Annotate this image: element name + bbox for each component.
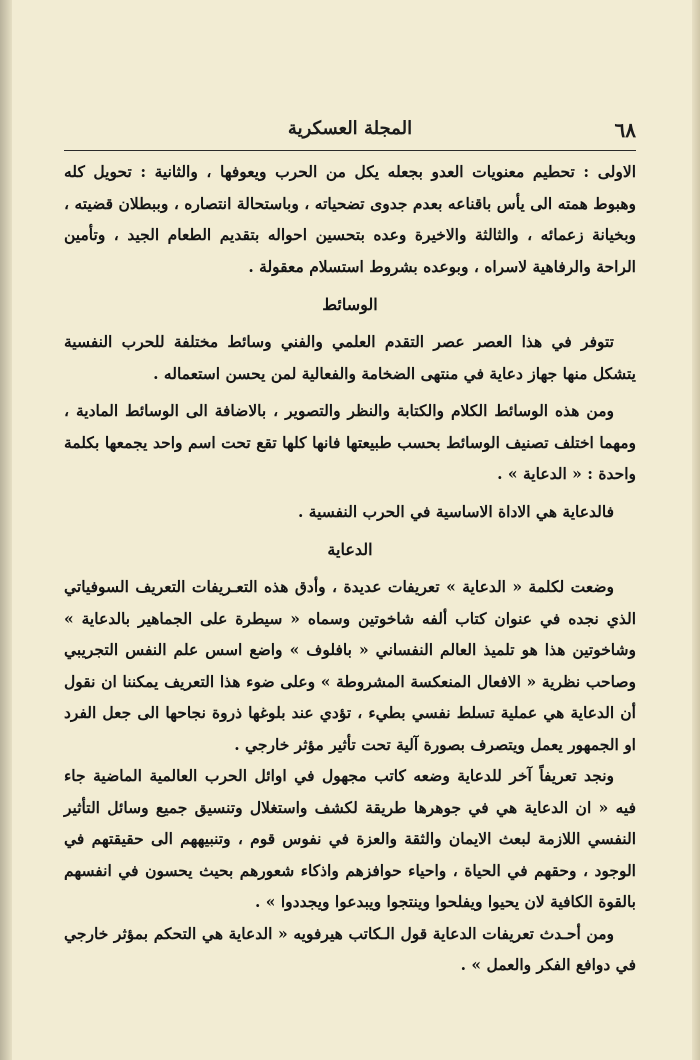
paragraph: الاولى : تحطيم معنويات العدو بجعله يكل من الحرب ويعوفها ، والثانية : تحويل كله وهبوط همته الى يأس باقناعه بعدم جدوى تضحياته ، وباستحالة انتصاره ، وببطلان قضيته ، وبخيانة زعمائه ، والثالثة والاخيرة وعده بتحسين احواله بتقديم الطعام الجيد ، وتأمين الراحة والرفاهية لاسراه ، وبوعده بشروط استسلام معقولة . xyxy=(64,162,636,276)
page-edge xyxy=(692,0,700,1060)
paragraph: فالدعاية هي الاداة الاساسية في الحرب النفسية . xyxy=(297,501,614,521)
page-number: ٦٨ xyxy=(614,118,636,142)
paragraph: ومن هذه الوسائط الكلام والكتابة والنظر والتصوير ، بالاضافة الى الوسائط المادية ، ومهما اختلف تصنيف الوسائط بحسب طبيعتها فانها كلها تقع تحت اسم واحد يجمعها بكلمة واحدة : « الدعاية » . xyxy=(64,401,636,483)
header-rule xyxy=(64,150,636,151)
paragraph: تتوفر في هذا العصر عصر التقدم العلمي والفني وسائط مختلفة للحرب النفسية يتشكل منها جهاز دعاية في منتهى الضخامة والفعالية لمن يحسن استعماله . xyxy=(64,332,636,383)
paragraph: وضعت لكلمة « الدعاية » تعريفات عديدة ، وأدق هذه التعـريفات التعريف السوفياتي الذي نجده في عنوان كتاب ألفه شاخوتين وسماه « سيطرة على الجماهير بالدعاية » وشاخوتين هذا هو تلميذ العالم النفساني « بافلوف » واضع اسس علم النفس التجريبي وصاحب نظرية « الافعال المنعكسة المشروطة » وعلى ضوء هذا التعريف يمكننا ان نقول أن الدعاية هي عملية تسلط نفسي بطيء ، تؤدي عند بلوغها ذروة نجاحها الى جعل الفرد او الجمهور يعمل ويتصرف بصورة آلية تحت تأثير مؤثر خارجي . xyxy=(64,577,636,754)
page-header xyxy=(64,118,636,146)
article-body xyxy=(64,156,636,981)
section-heading-diaya: الدعاية xyxy=(327,540,373,559)
book-spine-shadow xyxy=(0,0,12,1060)
paragraph: ومن أحـدث تعريفات الدعاية قول الـكاتب هيرفويه « الدعاية هي التحكم بمؤثر خارجي في دوافع الفكر والعمل » . xyxy=(64,923,636,974)
section-heading-wasait: الوسائط xyxy=(322,295,378,314)
running-title: المجلة العسكرية xyxy=(287,118,413,139)
paragraph: ونجد تعريفاً آخر للدعاية وضعه كاتب مجهول في اوائل الحرب العالمية الماضية جاء فيه « ان الدعاية هي في جوهرها طريقة لكشف واستغلال وتنسيق جميع وسائل التأثير النفسي اللازمة لبعث الايمان والثقة والعزة في نفوس قوم ، وتنبيههم الى حقيقتهم في الوجود ، وحقهم في الحياة ، واحياء حوافزهم واذكاء شعورهم بحيث يحسون في انفسهم بالقوة الكافية لان يحيوا ويفلحوا وينتجوا ويبدعوا ويجددوا » . xyxy=(64,766,636,911)
